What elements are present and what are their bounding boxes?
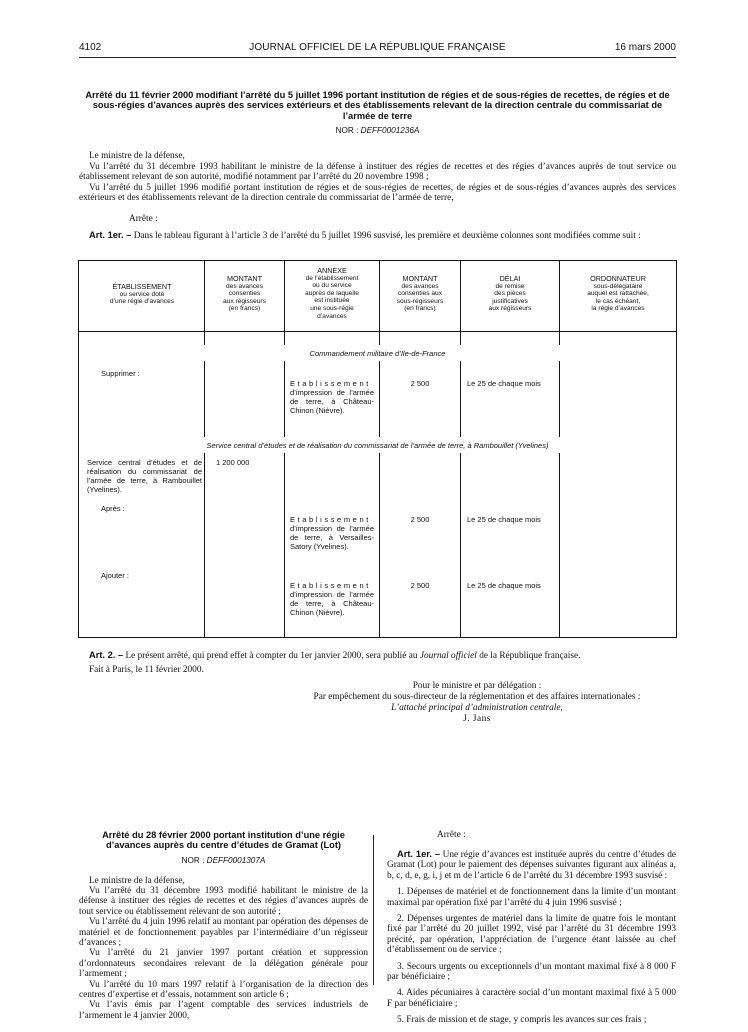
annex-first-word: Etablissement	[290, 581, 371, 590]
preamble-paragraph: Vu l’avis émis par l’agent comptable des services industriels de l’armement le 4 janvier 2000,	[79, 1000, 368, 1021]
regies-table	[78, 260, 677, 638]
column-divider	[373, 835, 374, 985]
amount-ajouter: 2 500	[410, 581, 430, 590]
header-annexe	[286, 267, 378, 320]
service-central-name: Service central d’études et de réalisation du commissariat de l’armée de terre, à Rambouillet (Yvelines).	[87, 458, 202, 494]
list-item: 3. Secours urgents ou exceptionnels d’un montant maximal fixé à 8 000 F par bénéficiaire ;	[387, 961, 676, 983]
header-rule	[79, 57, 676, 58]
header-montant-avances	[206, 275, 283, 313]
annex-rest: d’impression de l’armée de terre, à Château-Chinon (Nièvre).	[290, 388, 374, 415]
nor-label: NOR :	[335, 126, 359, 135]
decree1-preamble	[79, 151, 676, 204]
annex-versailles-satory	[290, 515, 374, 551]
article-text: Une régie d’avances est instituée auprès du centre d’études de Gramat (Lot) pour le paiement des dépenses suivantes figurant aux alinéas a, b, c, d, e, g, i, j et m de l’article 6 de l’arrêté du 31 décembre 1993 susvisé :	[387, 850, 676, 881]
header-line: MONTANT	[227, 274, 262, 283]
section-title-ile-de-france: Commandement militaire d’Ile-de-France	[309, 349, 446, 358]
header-line: de remise	[495, 282, 525, 290]
annex-rest: d’impression de l’armée de terre, à Château-Chinon (Nièvre).	[290, 590, 374, 617]
header-line: (en francs)	[228, 305, 261, 313]
nor-label: NOR :	[181, 855, 205, 865]
list-item: 2. Dépenses urgentes de matériel dans la limite de quatre fois le montant fixé par l’arrêté du 20 juillet 1992, visé par l’arrêté du 31 décembre 1993 précité, par opération, l’appréciation de l’urgence étant laissée au chef d’établissement ou de service ;	[387, 914, 676, 956]
decree1-arrete: Arrête :	[129, 214, 158, 224]
header-line: le cas échéant,	[595, 297, 641, 305]
article-text: Dans le tableau figurant à l’article 3 de l’arrêté du 5 juillet 1996 susvisé, les première et deuxième colonnes sont modifiées comme suit :	[133, 231, 641, 241]
decree2-arrete: Arrête :	[437, 830, 466, 840]
annex-first-word: Etablissement	[290, 515, 371, 524]
decree1-nor	[79, 126, 676, 135]
decree2-right-column	[387, 830, 676, 1032]
decree1-article2	[79, 650, 676, 662]
service-central-amount: 1 200 000	[216, 458, 250, 467]
signatory-name: J. Jans	[463, 714, 491, 724]
header-ordonnateur	[561, 275, 675, 313]
signature-line: Pour le ministre et par délégation :	[412, 681, 542, 691]
decree2-articles	[387, 849, 676, 1026]
signatory-title: L’attaché principal d’administration centrale,	[391, 703, 563, 713]
header-line: des avances	[225, 282, 264, 290]
header-separator	[79, 331, 676, 332]
header-line: sous-délégataire	[593, 282, 643, 290]
delay-ajouter: Le 25 de chaque mois	[467, 581, 541, 590]
article-label: Art. 2. –	[89, 650, 124, 660]
header-line: auquel est rattachée,	[587, 290, 649, 298]
article-text: de la République française.	[479, 651, 581, 661]
preamble-paragraph: Vu l’arrêté du 10 mars 1997 relatif à l’organisation de la direction des centres d’expertise et d’essais, notamment son article 6 ;	[79, 979, 368, 1001]
header-line: des pièces	[494, 290, 526, 298]
header-line: sous-régisseurs	[396, 297, 444, 305]
header-line: est instituée	[314, 297, 350, 305]
header-line: ANNEXE	[317, 266, 347, 275]
list-item: 5. Frais de mission et de stage, y compris les avances sur ces frais ;	[397, 1015, 647, 1026]
issue-date: 16 mars 2000	[614, 42, 676, 53]
list-item: 1. Dépenses de matériel et de fonctionnement dans la limite d’un montant maximal par opération fixé par l’arrêté du 4 juin 1996 susvisé ;	[387, 887, 676, 908]
preamble-paragraph: Vu l’arrêté du 21 janvier 1997 portant création et suppression d’ordonnateurs secondaires relevant de la délégation générale pour l’armement ;	[79, 948, 368, 980]
header-line: consenties	[228, 290, 261, 298]
annex-chateau-chinon-added	[290, 581, 374, 617]
header-line: auprès de laquelle	[305, 289, 359, 297]
article-label: Art. 1er. –	[397, 849, 441, 859]
amount-apres: 2 500	[410, 515, 430, 524]
delay-supprimer: Le 25 de chaque mois	[467, 379, 541, 388]
label-ajouter: Ajouter :	[101, 571, 129, 580]
amount-supprimer: 2 500	[410, 379, 430, 388]
journal-name: JOURNAL OFFICIEL DE LA RÉPUBLIQUE FRANÇAISE	[249, 42, 506, 53]
annex-first-word: Etablissement	[290, 379, 371, 388]
page-header	[79, 42, 676, 56]
decree2-left-column	[79, 830, 368, 1021]
label-supprimer: Supprimer :	[101, 369, 140, 378]
decree2-title: Arrêté du 28 février 2000 portant institution d’une régie d’avances auprès du centre d’études de Gramat (Lot)	[102, 830, 345, 851]
preamble-paragraph: Vu l’arrêté du 4 juin 1996 relatif au montant par opération des dépenses de matériel et de fonctionnement payables par l’intermédiaire d’un régisseur d’avances ;	[79, 917, 368, 949]
decree2-preamble	[79, 876, 368, 1022]
header-line: des avances	[401, 282, 439, 290]
header-line: MONTANT	[402, 274, 438, 283]
header-line: ou du service	[312, 282, 352, 290]
header-line: aux régisseurs	[488, 305, 532, 313]
section-title-rambouillet: Service central d’études et de réalisation du commissariat de l’armée de terre, à Rambouillet (Yvelines)	[206, 441, 549, 450]
signature-line: Par empêchement du sous-directeur de la réglementation et des affaires internationales :	[313, 692, 641, 702]
annex-rest: d’impression de l’armée de terre, à Versailles-Satory (Yvelines).	[290, 524, 374, 551]
nor-code: DEFF0001307A	[206, 855, 266, 865]
header-line: ÉTABLISSEMENT	[112, 282, 172, 291]
header-line: (en francs)	[404, 305, 436, 313]
header-line: justificatives	[492, 297, 528, 305]
annex-chateau-chinon-removed	[290, 379, 374, 415]
preamble-paragraph: Le ministre de la défense,	[89, 875, 185, 886]
decree2-article1	[387, 849, 676, 881]
decree1-signature	[278, 681, 676, 725]
header-line: d’une régie d’avances	[109, 298, 175, 306]
page-number: 4102	[79, 42, 102, 53]
header-montant-sous-regisseurs	[381, 275, 459, 313]
header-line: aux régisseurs	[223, 297, 266, 305]
preamble-paragraph: Vu l’arrêté du 31 décembre 1993 habilitant le ministre de la défense à instituer des régies de recettes et des régies d’avances auprès de tout service ou établissement relevant de son autorité, modifié notamment par l’arrêté du 20 novembre 1998 ;	[79, 161, 676, 182]
decree1-title: Arrêté du 11 février 2000 modifiant l’arrêté du 5 juillet 1996 portant institution de régies et de sous-régies de recettes, de régies et de sous-régies d’avances auprès des services extérieurs et des établissements relevant de la direction centrale du commissariat de l’armée de terre	[85, 90, 670, 121]
header-line: une sous-régie	[310, 304, 354, 312]
header-etablissement	[81, 283, 203, 306]
preamble-paragraph: Le ministre de la défense,	[89, 151, 185, 161]
delay-apres: Le 25 de chaque mois	[467, 515, 541, 524]
journal-reference: Journal officiel	[419, 651, 477, 661]
header-line: d’avances	[317, 312, 347, 320]
header-line: ou service doté	[119, 290, 165, 298]
preamble-paragraph: Vu l’arrêté du 5 juillet 1996 modifié portant institution de régies et de sous-régies de recettes, de régies et de sous-régies d’avances auprès des services extérieurs et des établissements relevant de la direction centrale du commissariat de l’armée de terre,	[79, 182, 676, 203]
article-text: Le présent arrêté, qui prend effet à compter du 1er janvier 2000, sera publié au	[125, 651, 418, 661]
header-line: ORDONNATEUR	[590, 274, 646, 283]
decree1-fait: Fait à Paris, le 11 février 2000.	[89, 665, 204, 675]
header-line: consenties aux	[398, 290, 442, 298]
decree2-nor	[79, 856, 368, 865]
nor-code: DEFF0001236A	[360, 126, 420, 135]
preamble-paragraph: Vu l’arrêté du 31 décembre 1993 modifié habilitant le ministre de la défense à instituer des régies de recettes et des régies d’avances auprès de tout service ou établissement relevant de son autorité ;	[79, 886, 368, 917]
header-delai	[462, 275, 558, 313]
decree1-article1	[79, 230, 676, 242]
label-apres: Après :	[101, 504, 125, 513]
header-line: DÉLAI	[499, 274, 521, 283]
header-line: la régie d’avances	[591, 305, 645, 313]
article-label: Art. 1er. –	[89, 230, 132, 240]
list-item: 4. Aides pécuniaires à caractère social d’un montant maximal fixé à 5 000 F par bénéficiaire ;	[387, 988, 676, 1009]
header-line: de l’établissement	[305, 274, 359, 282]
